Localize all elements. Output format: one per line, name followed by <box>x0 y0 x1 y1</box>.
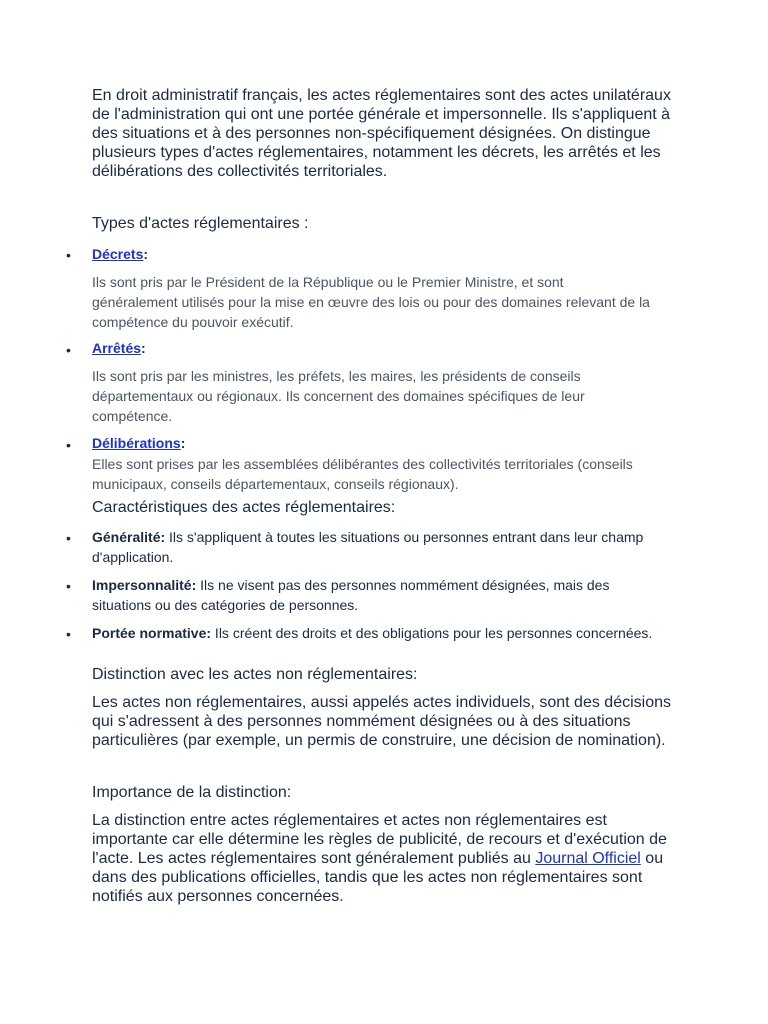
journal-officiel-link[interactable]: Journal Officiel <box>535 850 641 867</box>
type-title-deliberations <box>92 434 185 452</box>
characteristic-label: Portée normative: <box>92 625 212 641</box>
importance-paragraph <box>92 811 682 906</box>
type-desc-deliberations: Elles sont prises par les assemblées délibérantes des collectivités territoriales (conseils municipaux, conseils départementaux, conseils régionaux). <box>92 456 633 492</box>
bullet-deliberations: • <box>66 437 71 453</box>
type-desc-arretes: Ils sont pris par les ministres, les préfets, les maires, les présidents de conseils départementaux ou régionaux. Ils concernent des domaines spécifiques de leur compétence. <box>92 368 585 424</box>
arretes-link[interactable]: Arrêtés <box>92 340 142 356</box>
importance-heading: Importance de la distinction: <box>92 784 292 801</box>
bullet-decrets: • <box>66 247 71 263</box>
distinction-paragraph: Les actes non réglementaires, aussi appelés actes individuels, sont des décisions qui s'adressent à des personnes nommément désignées ou à des situations particulières (par exemple, un permis de construire, une décision de nomination). <box>92 694 671 749</box>
characteristic-label: Généralité: <box>92 529 166 545</box>
characteristic-impersonnalite <box>92 575 667 615</box>
characteristic-label: Impersonnalité: <box>92 577 197 593</box>
characteristic-generalite <box>92 527 667 567</box>
deliberations-link[interactable]: Délibérations <box>92 435 181 451</box>
colon: : <box>143 246 149 262</box>
bullet-impersonnalite: • <box>66 578 71 594</box>
decrets-link[interactable]: Décrets <box>92 246 144 262</box>
bullet-arretes: • <box>66 342 71 358</box>
characteristics-heading: Caractéristiques des actes réglementaires: <box>92 499 396 516</box>
importance-text-before: La distinction entre actes réglementaires et actes non réglementaires est importante car elle détermine les règles de publicité, de recours et d'exécution de l'acte. Les actes réglementaires sont généralement publiés au <box>92 812 667 867</box>
colon: : <box>141 340 146 356</box>
characteristic-text: Ils créent des droits et des obligations pour les personnes concernées. <box>211 625 653 641</box>
type-desc-decrets: Ils sont pris par le Président de la République ou le Premier Ministre, et sont généralement utilisés pour la mise en œuvre des lois ou pour des domaines relevant de la compétence du pouvoir exécutif. <box>92 274 650 330</box>
characteristic-portee-normative <box>92 623 667 643</box>
characteristic-text: Ils s'appliquent à toutes les situations ou personnes entrant dans leur champ d'application. <box>92 529 644 565</box>
bullet-generalite: • <box>66 530 71 546</box>
type-title-decrets <box>92 245 148 263</box>
intro-paragraph: En droit administratif français, les actes réglementaires sont des actes unilatéraux de l'administration qui ont une portée générale et impersonnelle. Ils s'appliquent à des situations et à des personnes non-spécifiquement désignées. On distingue plusieurs types d'actes réglementaires, notamment les décrets, les arrêtés et les délibérations des collectivités territoriales. <box>92 87 671 180</box>
types-heading: Types d'actes réglementaires : <box>92 215 309 232</box>
colon: : <box>180 435 186 451</box>
bullet-portee: • <box>66 626 71 642</box>
importance-text-after: ou dans des publications officielles, tandis que les actes non réglementaires sont notifiés aux personnes concernées. <box>92 850 664 905</box>
distinction-heading: Distinction avec les actes non réglementaires: <box>92 666 418 683</box>
characteristic-text: Ils ne visent pas des personnes nommément désignées, mais des situations ou des catégories de personnes. <box>92 577 610 613</box>
type-title-arretes <box>92 339 146 357</box>
